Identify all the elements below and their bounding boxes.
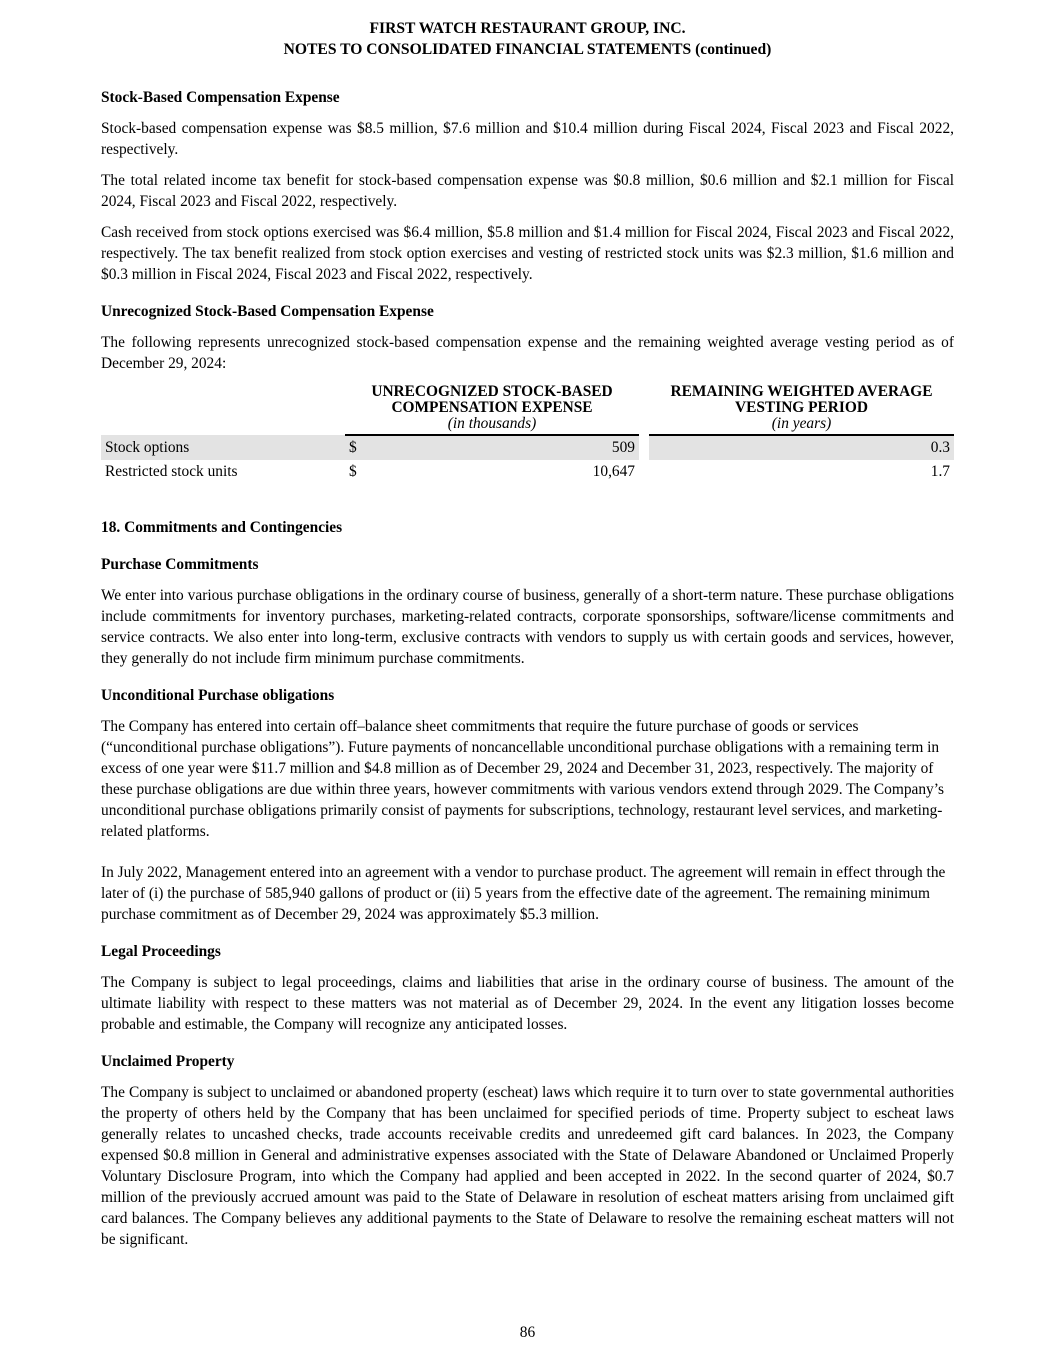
table-row — [101, 435, 954, 460]
col-header-expense: UNRECOGNIZED STOCK-BASED COMPENSATION EXPENSE (in thousands) — [345, 384, 639, 435]
header-subtitle: NOTES TO CONSOLIDATED FINANCIAL STATEMENTS (continued) — [283, 41, 772, 58]
row-label: Stock options — [101, 435, 345, 460]
purchase-commitments-heading: Purchase Commitments — [101, 556, 259, 573]
unconditional-obligations-paragraph-2: In July 2022, Management entered into an agreement with a vendor to purchase product. The agreement will remain in effect through the later of (i) the purchase of 585,940 gallons of product or (ii) 5 years from the effective date of the agreement. The remaining minimum purchase commitment as of December 29, 2024 was approximately $5.3 million. — [101, 864, 946, 923]
stock-comp-paragraph-2: The total related income tax benefit for stock-based compensation expense was $0.8 million, $0.6 million and $2.1 million for Fiscal 2024, Fiscal 2023 and Fiscal 2022, respectively. — [101, 172, 954, 210]
unrecognized-intro: The following represents unrecognized stock-based compensation expense and the remaining weighted average vesting period as of December 29, 2024: — [101, 334, 954, 372]
col-unit-vesting: (in years) — [771, 415, 832, 432]
stock-comp-heading: Stock-Based Compensation Expense — [101, 89, 340, 106]
page-header — [0, 18, 1055, 60]
row-label: Restricted stock units — [105, 463, 238, 480]
unclaimed-property-paragraph: The Company is subject to unclaimed or abandoned property (escheat) laws which require it to turn over to state governmental authorities the property of others held by the Company that has been unclaimed for specified periods of time. Property subject to escheat laws generally relates to uncashed checks, trade accounts receivable credits and unredeemed gift card balances. In 2023, the Company expensed $0.8 million in General and administrative expenses associated with the State of Delaware Abandoned or Unclaimed Properly Voluntary Disclosure Program, into which the Company had applied and been accepted in 2022. In the second quarter of 2024, $0.7 million of the previously accrued amount was paid to the State of Delaware in resolution of escheat matters arising from unclaimed gift card balances. The Company believes any additional payments to the State of Delaware to resolve the remaining escheat matters will not be significant. — [101, 1084, 954, 1248]
col-header-vesting: REMAINING WEIGHTED AVERAGE VESTING PERIOD (in years) — [649, 384, 954, 435]
page-content — [101, 18, 954, 1250]
table-header-row — [101, 384, 954, 435]
unclaimed-property-heading: Unclaimed Property — [101, 1053, 235, 1070]
commitments-heading: 18. Commitments and Contingencies — [101, 519, 343, 536]
period-value: 1.7 — [930, 463, 950, 480]
table-row — [101, 460, 954, 484]
expense-value: 10,647 — [592, 463, 635, 480]
stock-comp-paragraph-3: Cash received from stock options exercised was $6.4 million, $5.8 million and $1.4 million for Fiscal 2024, Fiscal 2023 and Fiscal 2022, respectively. The tax benefit realized from stock option exercises and vesting of restricted stock units was $2.3 million, $1.6 million and $0.3 million in Fiscal 2024, Fiscal 2023 and Fiscal 2022, respectively. — [101, 224, 954, 283]
stock-comp-paragraph-1: Stock-based compensation expense was $8.5 million, $7.6 million and $10.4 million during Fiscal 2024, Fiscal 2023 and Fiscal 2022, respectively. — [101, 120, 954, 158]
unconditional-obligations-paragraph-1: The Company has entered into certain off–balance sheet commitments that require the future purchase of goods or services (“unconditional purchase obligations”). Future payments of noncancellable unconditional purchase obligations with a remaining term in excess of one year were $11.7 million and $4.8 million as of December 29, 2024 and December 31, 2023, respectively. The majority of these purchase obligations are due within three years, however commitments with various vendors extend through 2029. The Company’s unconditional purchase obligations primarily consist of payments for subscriptions, technology, restaurant level services, and marketing-related platforms. — [101, 718, 945, 840]
period-value: 0.3 — [649, 435, 954, 460]
purchase-commitments-paragraph: We enter into various purchase obligations in the ordinary course of business, generally of a short-term nature. These purchase obligations include commitments for inventory purchases, marketing-related contracts, corporate sponsorships, software/license commitments and service contracts. We also enter into long-term, exclusive contracts with vendors to supply us with certain goods and services, however, they generally do not include firm minimum purchase commitments. — [101, 587, 954, 667]
legal-proceedings-heading: Legal Proceedings — [101, 943, 221, 960]
unrecognized-heading: Unrecognized Stock-Based Compensation Expense — [101, 303, 434, 320]
company-name: FIRST WATCH RESTAURANT GROUP, INC. — [369, 20, 686, 37]
currency-symbol: $ — [349, 463, 357, 480]
page-number: 86 — [519, 1324, 536, 1341]
expense-value: 509 — [365, 435, 639, 460]
currency-symbol: $ — [345, 435, 365, 460]
unrecognized-comp-table — [101, 384, 954, 484]
unconditional-obligations-heading: Unconditional Purchase obligations — [101, 687, 335, 704]
col-unit-expense: (in thousands) — [447, 415, 537, 432]
legal-proceedings-paragraph: The Company is subject to legal proceedings, claims and liabilities that arise in the ordinary course of business. The amount of the ultimate liability with respect to these matters was not material as of December 29, 2024. In the event any litigation losses become probable and estimable, the Company will recognize any anticipated losses. — [101, 974, 954, 1033]
